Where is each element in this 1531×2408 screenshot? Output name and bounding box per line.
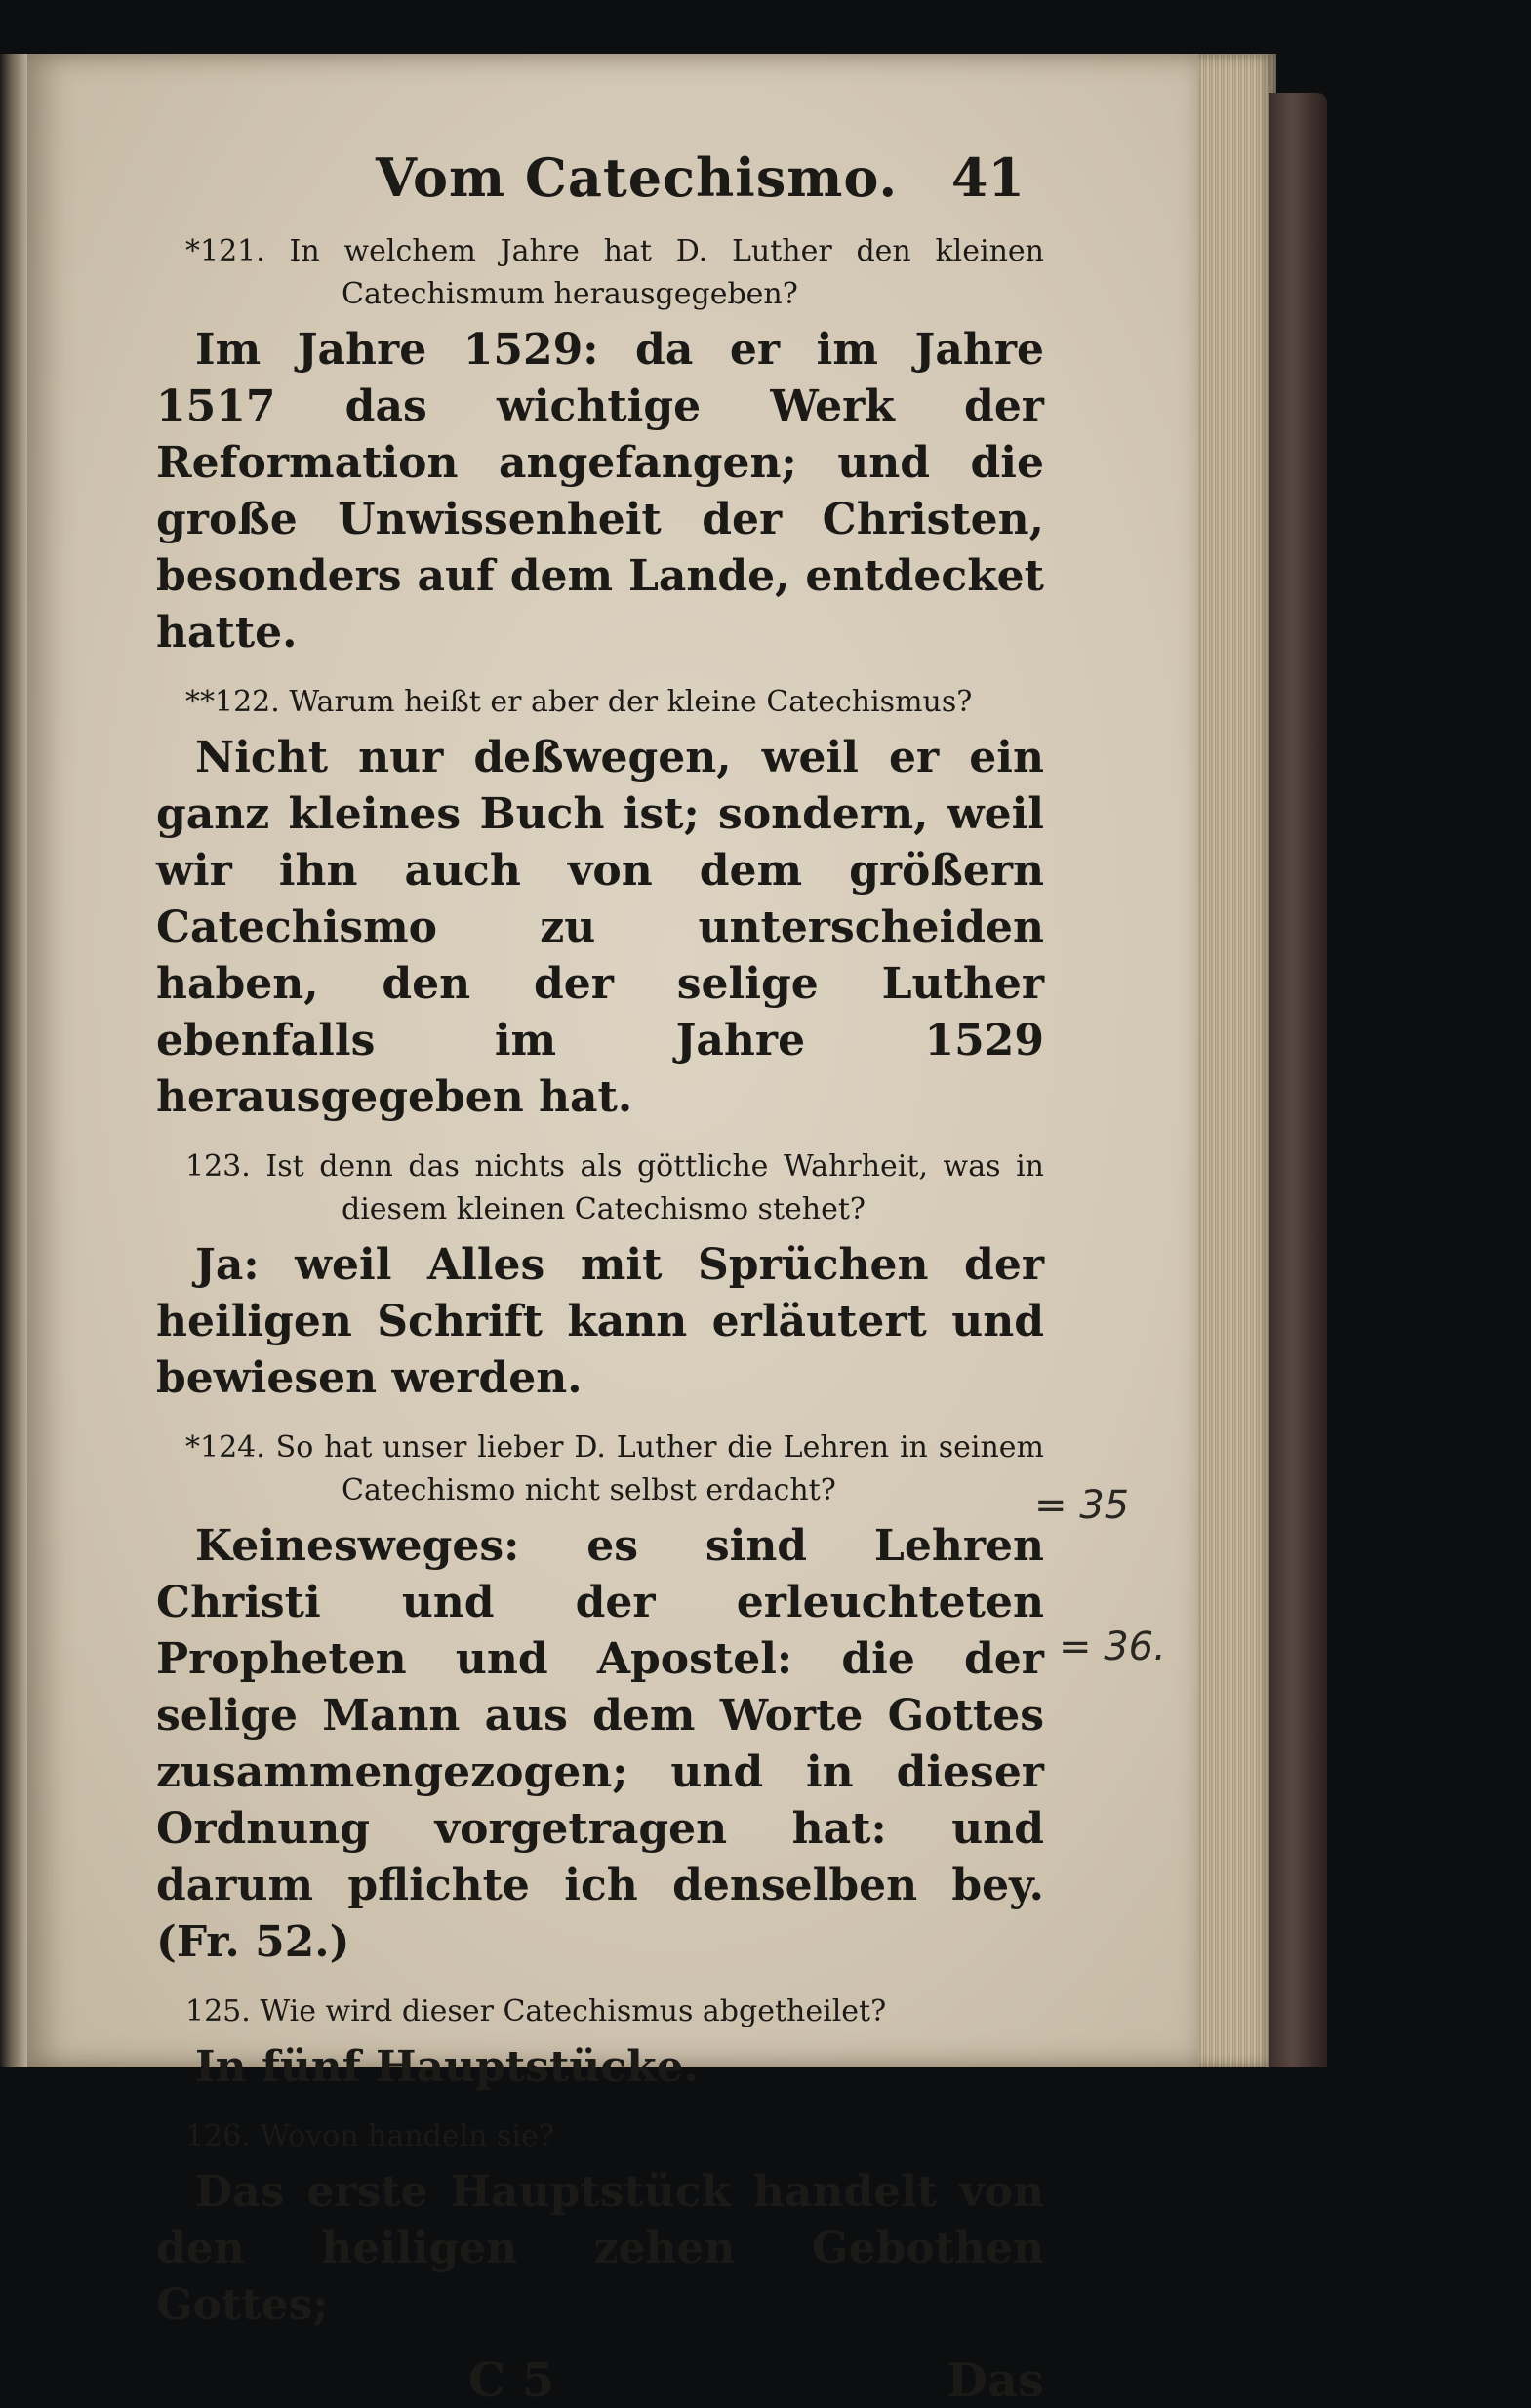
running-title: Vom Catechismo.: [376, 146, 899, 209]
page-block-edges: [1198, 54, 1276, 2067]
question-123: 123. Ist denn das nichts als göttliche Wahrheit, was in diesem kleinen Catechismo stehet?: [185, 1149, 1044, 1226]
handwritten-note-35: = 35: [1034, 1483, 1130, 1528]
answer-122: Nicht nur deßwegen, weil er ein ganz kleines Buch ist; sondern, weil wir ihn auch von dem größern Catechismo zu unterscheiden haben, den der selige Luther ebenfalls im Jahre 1529 herausgegeben hat.: [156, 733, 1044, 1122]
catchword: Das: [947, 2353, 1044, 2408]
question-121: *121. In welchem Jahre hat D. Luther den kleinen Catechismum herausgegeben?: [185, 234, 1044, 311]
page-number: 41: [950, 146, 1025, 209]
facing-page-edge: [0, 54, 27, 2067]
question-126: 126. Wovon handeln sie?: [185, 2119, 554, 2153]
answer-121: Im Jahre 1529: da er im Jahre 1517 das wichtige Werk der Reformation angefangen; und die große Unwissenheit der Christen, besonders auf dem Lande, entdecket hatte.: [156, 325, 1044, 658]
page-text: [156, 146, 1044, 2408]
question-124: *124. So hat unser lieber D. Luther die Lehren in seinem Catechismo nicht selbst erdacht?: [185, 1430, 1044, 1507]
question-125: 125. Wie wird dieser Catechismus abgetheilet?: [185, 1994, 887, 2028]
answer-126: Das erste Hauptstück handelt von den heiligen zehen Gebothen Gottes;: [156, 2167, 1044, 2330]
signature-mark: C 5: [468, 2353, 555, 2408]
question-122: **122. Warum heißt er aber der kleine Catechismus?: [185, 685, 973, 719]
answer-124: Keinesweges: es sind Lehren Christi und der erleuchteten Propheten und Apostel: die der selige Mann aus dem Worte Gottes zusammengezogen; und in dieser Ordnung vorgetragen hat: und darum pflichte ich denselben bey. (Fr. 52.): [156, 1521, 1044, 1967]
answer-125: In fünf Hauptstücke.: [195, 2042, 699, 2092]
page-footer: [156, 2353, 1044, 2408]
answer-123: Ja: weil Alles mit Sprüchen der heiligen Schrift kann erläutert und bewiesen werden.: [156, 1240, 1044, 1403]
handwritten-note-36: = 36.: [1059, 1625, 1166, 1669]
book-cover: [1269, 93, 1327, 2067]
page-header: [156, 146, 1044, 209]
